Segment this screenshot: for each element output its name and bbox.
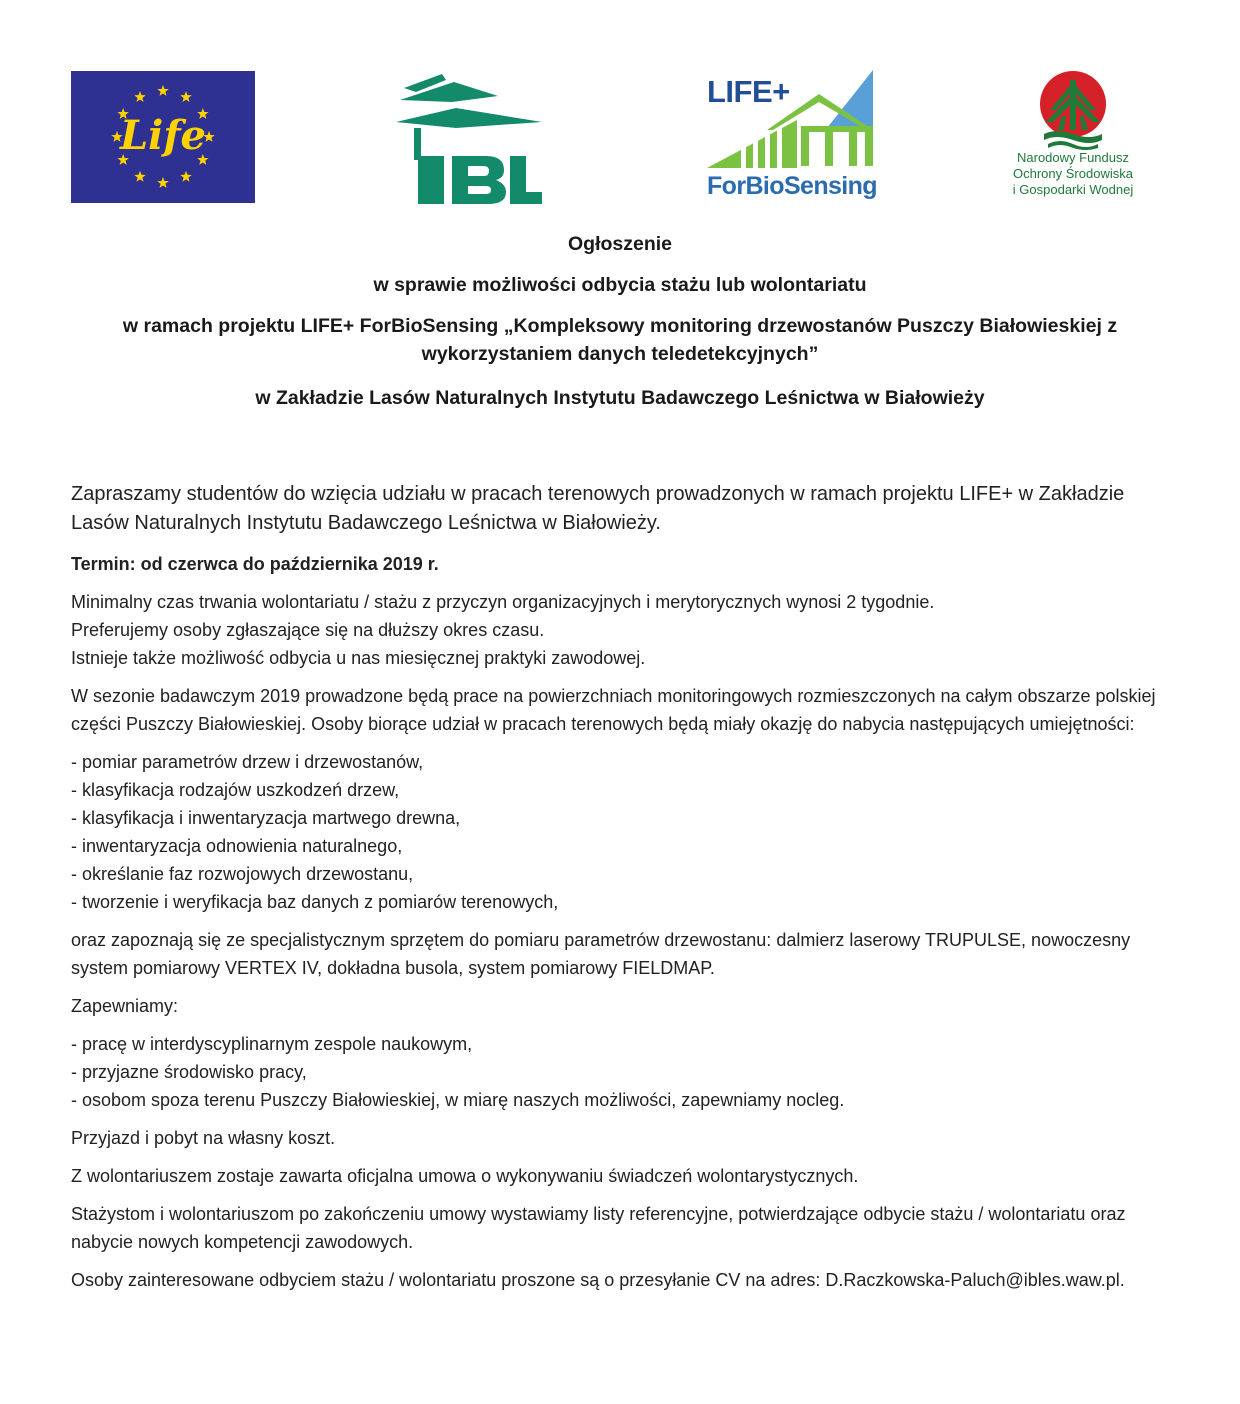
equipment-paragraph: oraz zapoznają się ze specjalistycznym sprzętem do pomiaru parametrów drzewostanu: dalmierz laserowy TRUPULSE, nowoczesny system pomiarowy VERTEX IV, dokładna busola, system pomiarowy FIELDMAP.: [71, 930, 1131, 978]
announcement-header: [70, 230, 1170, 425]
references-paragraph: Stażystom i wolontariuszom po zakończeniu umowy wystawiamy listy referencyjne, potwierdzające odbycie stażu / wolontariatu oraz nabycie nowych kompetencji zawodowych.: [71, 1204, 1126, 1252]
list-item: - osobom spoza terenu Puszczy Białowieskiej, w miarę naszych możliwości, zapewniamy nocleg.: [71, 1090, 845, 1110]
ibl-logo: [394, 72, 544, 206]
duration-line: Istnieje także możliwość odbycia u nas miesięcznej praktyki zawodowej.: [71, 648, 646, 668]
nfosigw-logo-text: Narodowy Fundusz Ochrony Środowiska i Gospodarki Wodnej: [1012, 150, 1134, 197]
term-paragraph: Termin: od czerwca do października 2019 r.: [71, 554, 439, 574]
list-item: - określanie faz rozwojowych drzewostanu,: [71, 864, 414, 884]
page-title: Ogłoszenie: [567, 233, 673, 255]
announcement-body: [71, 480, 1176, 1304]
header-subtitle-3: w Zakładzie Lasów Naturalnych Instytutu Badawczego Leśnictwa w Białowieży: [255, 387, 985, 409]
life-plus-logo-text: LIFE+: [707, 74, 790, 109]
contract-paragraph: Z wolontariuszem zostaje zawarta oficjalna umowa o wykonywaniu świadczeń wolontarystycznych.: [71, 1166, 859, 1186]
list-item: - przyjazne środowisko pracy,: [71, 1062, 307, 1082]
season-paragraph: W sezonie badawczym 2019 prowadzone będą prace na powierzchniach monitoringowych rozmieszczonych na całym obszarze polskiej części Puszczy Białowieskiej. Osoby biorące udział w pracach terenowych będą miały okazję do nabycia następujących umiejętności:: [71, 686, 1156, 734]
list-item: - pomiar parametrów drzew i drzewostanów,: [71, 752, 424, 772]
logo-bar: [0, 0, 1240, 220]
intro-paragraph: Zapraszamy studentów do wzięcia udziału w pracach terenowych prowadzonych w ramach projektu LIFE+ w Zakładzie Lasów Naturalnych Instytutu Badawczego Leśnictwa w Białowieży.: [71, 483, 1125, 534]
life-logo-text: Life: [120, 112, 206, 159]
duration-line: Preferujemy osoby zgłaszające się na dłuższy okres czasu.: [71, 620, 545, 640]
ibl-logo-text: IBL: [394, 72, 396, 73]
life-forbiosensing-logo: [707, 70, 877, 174]
header-subtitle-1: w sprawie możliwości odbycia stażu lub wolontariatu: [373, 274, 867, 296]
provisions-list: [71, 1030, 1176, 1114]
list-item: - klasyfikacja rodzajów uszkodzeń drzew,: [71, 780, 400, 800]
list-item: - pracę w interdyscyplinarnym zespole naukowym,: [71, 1034, 473, 1054]
list-item: - klasyfikacja i inwentaryzacja martwego drewna,: [71, 808, 461, 828]
we-provide-heading: Zapewniamy:: [71, 996, 179, 1016]
duration-paragraph: [71, 588, 1176, 672]
list-item: - inwentaryzacja odnowienia naturalnego,: [71, 836, 403, 856]
duration-line: Minimalny czas trwania wolontariatu / stażu z przyczyn organizacyjnych i merytorycznych wynosi 2 tygodnie.: [71, 592, 935, 612]
cost-paragraph: Przyjazd i pobyt na własny koszt.: [71, 1128, 336, 1148]
forbiosensing-logo-text: ForBioSensing: [707, 172, 877, 200]
eu-life-flag-logo: [71, 71, 255, 203]
nfosigw-logo: [1036, 70, 1110, 150]
skills-list: [71, 748, 1176, 916]
list-item: - tworzenie i weryfikacja baz danych z pomiarów terenowych,: [71, 892, 559, 912]
contact-paragraph[interactable]: Osoby zainteresowane odbyciem stażu / wolontariatu proszone są o przesyłanie CV na adres: D.Raczkowska-Paluch@ibles.waw.pl.: [71, 1270, 1125, 1290]
header-subtitle-2: w ramach projektu LIFE+ ForBioSensing „Kompleksowy monitoring drzewostanów Puszczy Białowieskiej z wykorzystaniem danych teledetekcyjnych”: [122, 315, 1118, 365]
